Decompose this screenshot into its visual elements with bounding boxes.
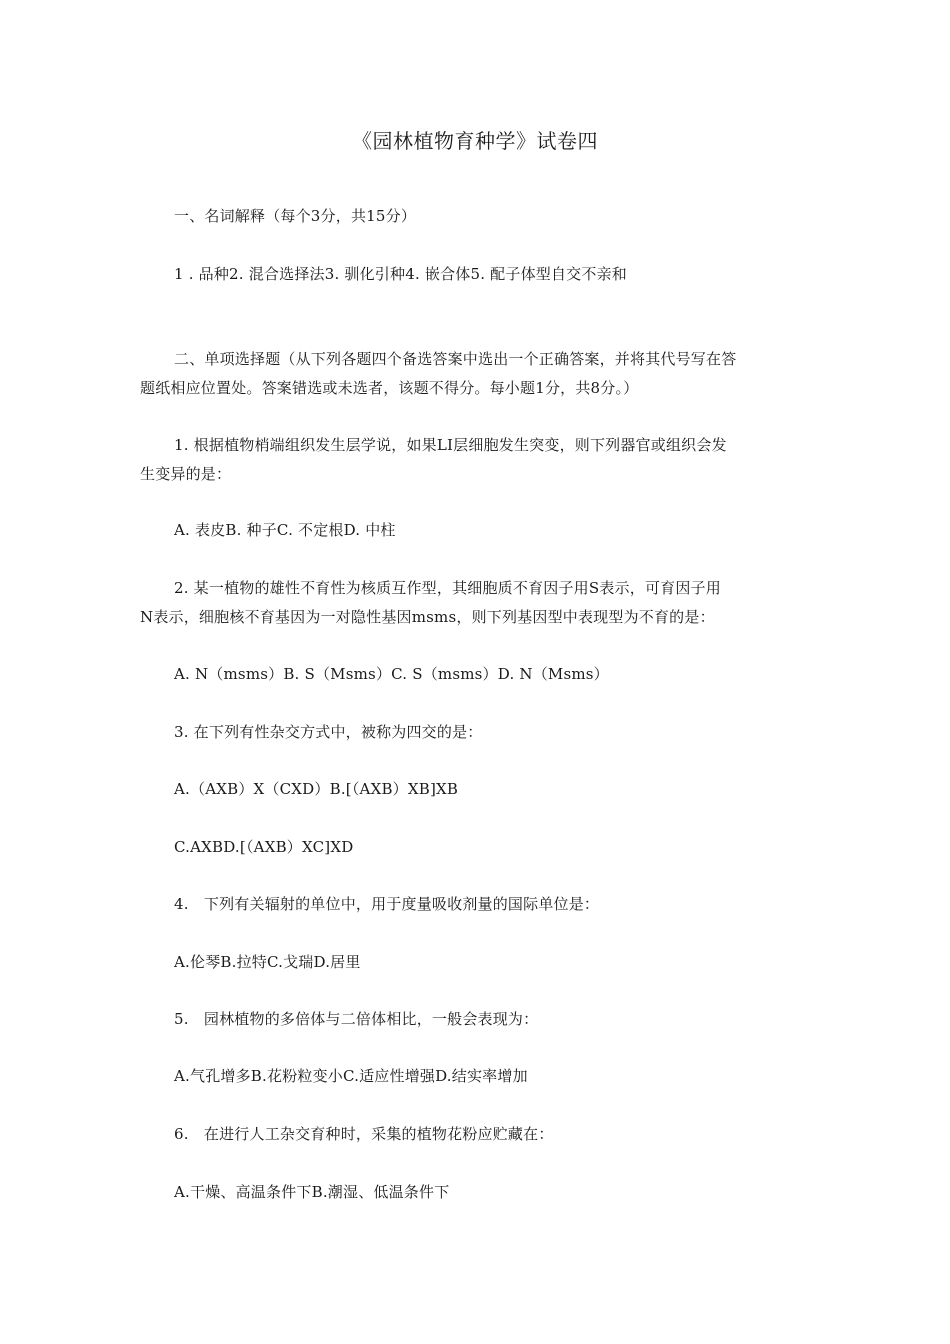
section-heading-choice: 二、单项选择题（从下列各题四个备选答案中选出一个正确答案，并将其代号写在答 [174,350,737,368]
question-1: 1. 根据植物梢端组织发生层学说，如果LI层细胞发生突变，则下列器官或组织会发 [174,436,727,454]
question-1-options: A. 表皮B. 种子C. 不定根D. 中柱 [174,521,396,539]
definition-terms: 1 . 品种2. 混合选择法3. 驯化引种4. 嵌合体5. 配子体型自交不亲和 [174,265,627,283]
question-3-options-ab: A.（AXB）X（CXD）B.[（AXB）XB]XB [174,780,459,798]
question-2-options: A. N（msms）B. S（Msms）C. S（msms）D. N（Msms） [174,665,609,683]
section-heading-choice-cont: 题纸相应位置处。答案错选或未选者，该题不得分。每小题1分，共8分。） [140,379,639,397]
question-5-options: A.气孔增多B.花粉粒变小C.适应性增强D.结实率增加 [174,1067,528,1085]
question-1-cont: 生变异的是： [140,465,232,483]
question-4-options: A.伦琴B.拉特C.戈瑞D.居里 [174,953,361,971]
question-4: 4. 下列有关辐射的单位中，用于度量吸收剂量的国际单位是： [174,895,600,913]
question-2: 2. 某一植物的雄性不育性为核质互作型，其细胞质不育因子用S表示，可育因子用 [174,579,721,597]
question-2-cont: N表示，细胞核不育基因为一对隐性基因msms，则下列基因型中表现型为不育的是： [140,608,715,626]
question-3-options-cd: C.AXBD.[（AXB）XC]XD [174,838,354,856]
question-5: 5. 园林植物的多倍体与二倍体相比，一般会表现为： [174,1010,539,1028]
question-6-options: A.干燥、高温条件下B.潮湿、低温条件下 [174,1183,450,1201]
section-heading-definitions: 一、名词解释（每个3分，共15分） [174,207,417,225]
page-title: 《园林植物育种学》试卷四 [352,129,598,153]
question-6: 6. 在进行人工杂交育种时，采集的植物花粉应贮藏在： [174,1125,554,1143]
question-3: 3. 在下列有性杂交方式中，被称为四交的是： [174,723,483,741]
